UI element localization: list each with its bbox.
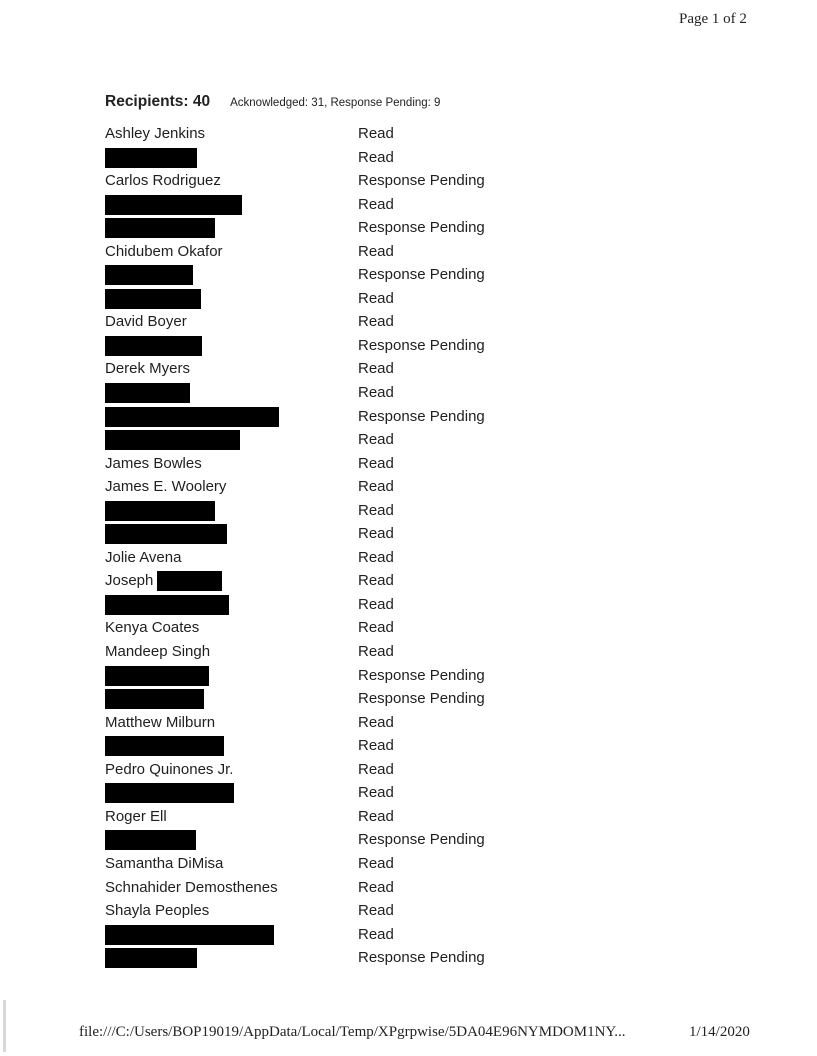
recipient-name [105, 431, 240, 450]
recipient-status: Read [358, 925, 394, 943]
recipient-name-text: Samantha DiMisa [105, 854, 224, 872]
recipient-name [105, 243, 223, 260]
recipient-status: Read [358, 713, 394, 731]
redaction-box [105, 218, 215, 238]
recipient-name-text: Kenya Coates [105, 619, 200, 637]
recipient-row [105, 501, 605, 525]
recipient-row [105, 618, 605, 642]
recipient-row [105, 571, 605, 595]
recipient-status: Read [358, 784, 394, 802]
recipient-name [105, 290, 201, 309]
recipient-row [105, 454, 605, 478]
recipient-row [105, 171, 605, 195]
redaction-box [105, 383, 190, 403]
recipient-row [105, 124, 605, 148]
redaction-box [105, 925, 274, 945]
page-number: Page 1 of 2 [679, 11, 747, 27]
recipient-row [105, 477, 605, 501]
footer-date: 1/14/2020 [689, 1024, 750, 1040]
recipient-name [105, 619, 199, 636]
recipient-status: Read [358, 148, 394, 166]
recipient-status: Read [358, 902, 394, 920]
recipient-name [105, 902, 209, 919]
recipient-row [105, 689, 605, 713]
recipient-name [105, 408, 279, 427]
recipient-name [105, 643, 210, 660]
recipient-name-text: Mandeep Singh [105, 643, 211, 661]
recipient-row [105, 783, 605, 807]
recipient-status: Read [358, 289, 394, 307]
recipient-row [105, 666, 605, 690]
recipient-row [105, 312, 605, 336]
recipient-name [105, 172, 221, 189]
recipient-name-text: Derek Myers [105, 360, 191, 378]
recipient-status: Response Pending [358, 666, 485, 684]
recipient-name [105, 360, 190, 377]
recipient-name [105, 761, 233, 778]
recipient-name [105, 690, 204, 709]
recipient-row [105, 854, 605, 878]
recipient-status: Read [358, 478, 394, 496]
redaction-box [105, 736, 224, 756]
recipient-name [105, 855, 223, 872]
recipient-row [105, 642, 605, 666]
recipient-status: Response Pending [358, 831, 485, 849]
recipient-row [105, 736, 605, 760]
recipient-status: Read [358, 643, 394, 661]
redaction-box [105, 830, 196, 850]
recipient-status: Read [358, 572, 394, 590]
scan-artifact [3, 1000, 6, 1052]
recipient-row [105, 878, 605, 902]
recipient-status: Read [358, 431, 394, 449]
recipient-status: Response Pending [358, 172, 485, 190]
recipient-name [105, 478, 226, 495]
recipient-status: Read [358, 313, 394, 331]
footer-file-path: file:///C:/Users/BOP19019/AppData/Local/Temp/XPgrpwise/5DA04E96NYMDOM1NY... [79, 1024, 626, 1040]
recipient-status: Read [358, 737, 394, 755]
recipient-status: Read [358, 384, 394, 402]
recipient-row [105, 925, 605, 949]
redaction-box [105, 407, 279, 427]
redaction-box [105, 289, 201, 309]
recipient-row [105, 218, 605, 242]
recipient-status: Response Pending [358, 219, 485, 237]
redaction-box [105, 265, 193, 285]
recipient-name [105, 313, 187, 330]
recipient-status: Read [358, 548, 394, 566]
recipients-header [105, 93, 440, 111]
recipient-name [105, 196, 242, 215]
redaction-box [105, 666, 209, 686]
recipient-name-text: Carlos Rodriguez [105, 172, 221, 190]
recipient-row [105, 807, 605, 831]
recipients-count: Recipients: 40 [105, 93, 211, 110]
recipient-status: Read [358, 619, 394, 637]
recipient-row [105, 289, 605, 313]
recipient-name-text: Ashley Jenkins [105, 125, 206, 142]
recipient-name [105, 502, 215, 521]
recipient-name-text: James Bowles [105, 454, 202, 472]
recipient-row [105, 595, 605, 619]
recipient-name [105, 125, 205, 142]
recipient-name-text: Shayla Peoples [105, 902, 210, 920]
recipient-status: Read [358, 360, 394, 378]
recipient-name-text: James E. Woolery [105, 478, 227, 496]
recipient-name [105, 737, 224, 756]
recipient-status: Read [358, 854, 394, 872]
recipient-name [105, 949, 197, 968]
recipient-row [105, 548, 605, 572]
recipient-name [105, 337, 202, 356]
recipient-row [105, 336, 605, 360]
recipient-name [105, 455, 202, 472]
recipient-name [105, 266, 193, 285]
redaction-box [105, 336, 202, 356]
redaction-box [105, 524, 227, 544]
redaction-box [157, 571, 222, 591]
recipient-name [105, 549, 181, 566]
recipient-row [105, 901, 605, 925]
recipient-row [105, 524, 605, 548]
recipient-name [105, 714, 215, 731]
recipient-row [105, 430, 605, 454]
redaction-box [105, 948, 197, 968]
redaction-box [105, 783, 234, 803]
recipient-status: Response Pending [358, 690, 485, 708]
recipient-row [105, 242, 605, 266]
recipient-name [105, 926, 274, 945]
recipient-row [105, 383, 605, 407]
recipient-name [105, 831, 196, 850]
recipient-name [105, 572, 222, 591]
recipient-row [105, 195, 605, 219]
recipient-status: Read [358, 878, 394, 896]
recipient-status: Read [358, 760, 394, 778]
recipient-row [105, 407, 605, 431]
recipient-name [105, 149, 197, 168]
recipient-status: Read [358, 242, 394, 260]
redaction-box [105, 430, 240, 450]
recipient-status: Read [358, 807, 394, 825]
redaction-box [105, 148, 197, 168]
recipient-name-text: Roger Ell [105, 807, 167, 825]
recipient-status: Response Pending [358, 336, 485, 354]
recipient-status: Read [358, 195, 394, 213]
recipient-name-text: Matthew Milburn [105, 713, 216, 731]
recipient-status: Response Pending [358, 949, 485, 967]
recipient-status: Read [358, 595, 394, 613]
recipient-status: Response Pending [358, 266, 485, 284]
recipient-name-text: Pedro Quinones Jr. [105, 760, 234, 778]
recipient-name [105, 784, 234, 803]
recipient-name-text: Joseph [105, 572, 154, 590]
recipient-row [105, 359, 605, 383]
recipient-name [105, 219, 215, 238]
recipient-row [105, 830, 605, 854]
recipient-name [105, 667, 209, 686]
recipient-status: Read [358, 454, 394, 472]
recipient-row [105, 713, 605, 737]
recipient-row [105, 948, 605, 972]
acknowledgement-summary: Acknowledged: 31, Response Pending: 9 [230, 97, 441, 109]
recipient-name [105, 879, 278, 896]
redaction-box [105, 689, 204, 709]
recipient-list [105, 124, 605, 972]
redaction-box [105, 501, 215, 521]
recipient-name [105, 808, 167, 825]
recipient-row [105, 148, 605, 172]
redaction-box [105, 195, 242, 215]
recipient-name-text: Chidubem Okafor [105, 242, 223, 260]
recipient-status: Response Pending [358, 407, 485, 425]
recipient-row [105, 760, 605, 784]
recipient-name-text: David Boyer [105, 313, 187, 331]
redaction-box [105, 595, 229, 615]
recipient-name [105, 596, 229, 615]
recipient-status: Read [358, 125, 394, 142]
recipient-name [105, 384, 190, 403]
recipient-name-text: Jolie Avena [105, 548, 182, 566]
recipient-row [105, 265, 605, 289]
recipient-status: Read [358, 501, 394, 519]
recipient-status: Read [358, 525, 394, 543]
recipient-name [105, 525, 227, 544]
recipient-name-text: Schnahider Demosthenes [105, 878, 278, 896]
